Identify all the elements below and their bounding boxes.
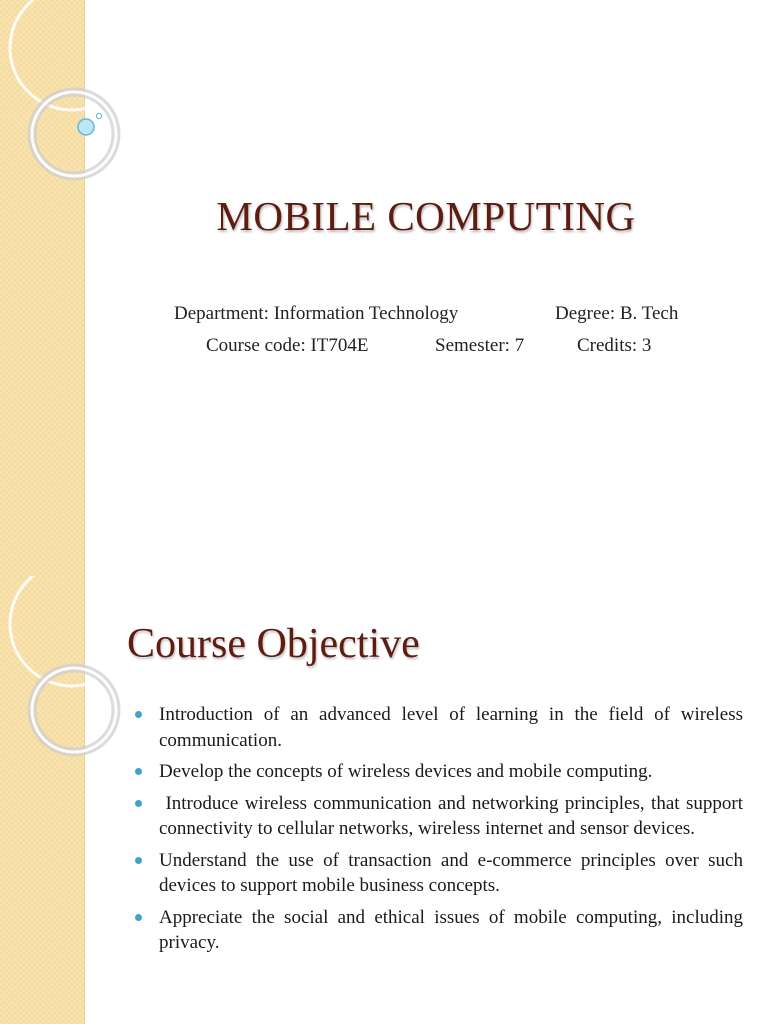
list-item: Understand the use of transaction and e-commerce principles over such devices to support mobile business concepts.	[135, 848, 743, 899]
semester-text: Semester: 7	[435, 335, 525, 356]
department-text: Department: Information Technology	[174, 303, 459, 324]
list-item: Introduce wireless communication and networking principles, that support connectivity to cellular networks, wireless internet and sensor devices.	[135, 791, 743, 842]
bullet-dot-icon	[135, 800, 142, 807]
degree-text: Degree: B. Tech	[555, 303, 679, 324]
list-item: Appreciate the social and ethical issues of mobile computing, including privacy.	[135, 905, 743, 956]
bullet-dot-icon	[135, 857, 142, 864]
slide-gap	[0, 512, 768, 576]
bullet-dot-icon	[135, 768, 142, 775]
bullet-dot-icon	[135, 711, 142, 718]
bullet-dot-icon	[135, 914, 142, 921]
objective-slide	[0, 576, 768, 1024]
objective-list	[135, 702, 748, 962]
slide-title: MOBILE COMPUTING	[216, 193, 636, 239]
list-item: Develop the concepts of wireless devices and mobile computing.	[135, 759, 743, 785]
section-heading: Course Objective	[127, 621, 420, 667]
decorative-rings-icon	[0, 0, 160, 200]
list-item: Introduction of an advanced level of learning in the field of wireless communication.	[135, 702, 743, 753]
credits-text: Credits: 3	[577, 335, 652, 356]
course-code-text: Course code: IT704E	[206, 335, 369, 356]
